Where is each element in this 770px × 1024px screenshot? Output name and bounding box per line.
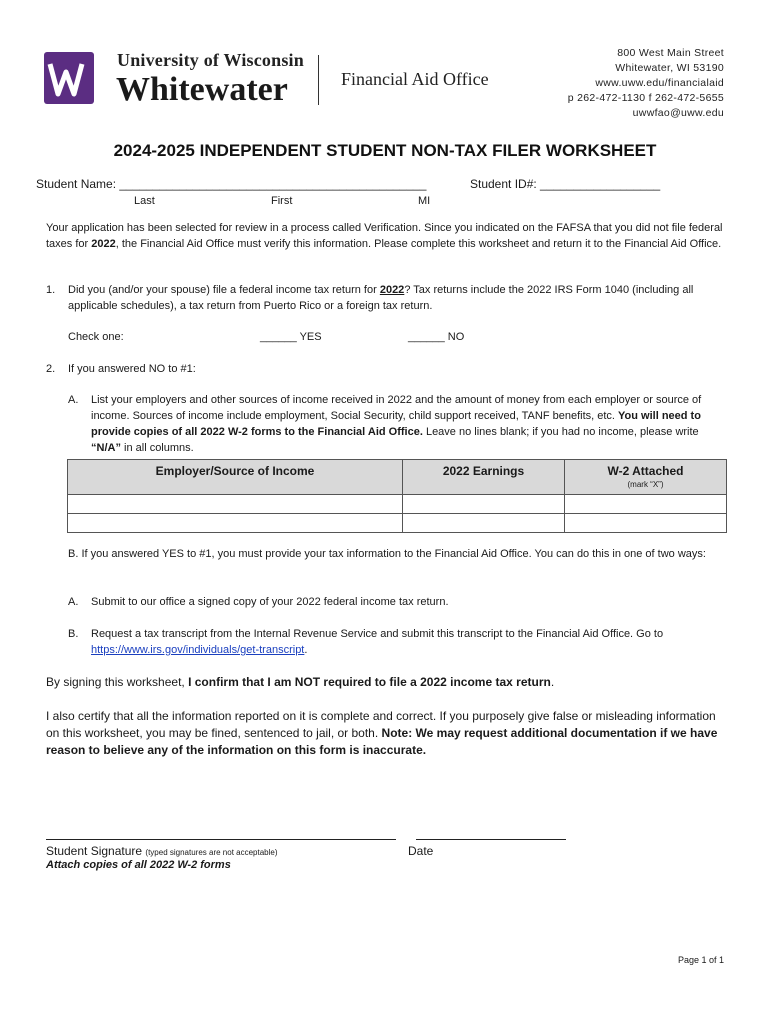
q1-text [68,282,728,314]
no-option[interactable]: ______ NO [408,331,465,343]
certify-bold: Note: We may request additional documentation if we have reason to believe any of the information on this form is inaccurate. [46,726,718,757]
certify-text: I also certify that all the information reported on it is complete and correct. If you purposely give false or misleading information on this worksheet, you may be fined, sentenced to jail, or both. [46,709,716,740]
employer-cell[interactable] [68,514,403,533]
address-street: 800 West Main Street [617,47,724,59]
w2-cell[interactable] [565,495,727,514]
address-email: uwwfao@uww.edu [632,107,724,119]
intro-paragraph [46,220,726,252]
table-row [68,495,727,514]
income-table [67,459,727,533]
q1-text-a: Did you (and/or your spouse) file a federal income tax return for [68,284,380,296]
table-row [68,514,727,533]
name-sub-mi: MI [418,195,431,207]
col-w2-label: W-2 Attached [607,464,684,478]
b-opt-a: Submit to our office a signed copy of your 2022 federal income tax return. [91,596,449,608]
confirm-end: . [550,675,555,689]
b-opt-b-letter: B. [68,628,79,640]
yes-option[interactable]: ______ YES [260,331,322,343]
q2a-na: “N/A” [91,442,121,454]
header-divider [318,55,319,105]
signature-label: Student Signature [46,844,143,858]
certify-statement [46,708,726,759]
intro-year: 2022 [91,238,116,250]
b-opt-b [91,626,721,658]
q1-text-b: ? Tax returns include the 2022 IRS Form 1040 (including all applicable schedules), a tax return from Puerto Rico or a foreign tax return. [68,284,694,312]
date-line[interactable] [416,839,566,840]
b-opt-b-end: . [304,644,308,656]
q2a-bold: You will need to provide copies of all 2022 W-2 forms to the Financial Aid Office. [91,410,701,438]
confirm-statement [46,674,554,691]
check-one-label: Check one: [68,331,124,343]
q2-number: 2. [46,363,56,375]
q2-text: If you answered NO to #1: [68,363,196,375]
attach-note: Attach copies of all 2022 W-2 forms [46,859,231,871]
page-title: 2024-2025 INDEPENDENT STUDENT NON-TAX FILER WORKSHEET [113,141,657,160]
col-earnings: 2022 Earnings [403,460,565,495]
w2-cell[interactable] [565,514,727,533]
address-city: Whitewater, WI 53190 [615,62,724,74]
q2a-text [91,392,727,456]
student-id-field[interactable]: Student ID#: __________________ [470,177,661,191]
employer-cell[interactable] [68,495,403,514]
table-header-row [68,460,727,495]
confirm-lead: By signing this worksheet, [46,675,189,689]
irs-transcript-link[interactable]: https://www.irs.gov/individuals/get-transcript [91,644,305,656]
page-number: Page 1 of 1 [677,955,724,965]
uww-logo-mark [44,52,94,104]
q2a-tail-2: in all columns. [120,442,194,454]
student-name-field[interactable]: Student Name: ______________________________________________ [36,177,427,191]
col-w2-sub: (mark “X”) [627,480,664,489]
earnings-cell[interactable] [403,514,565,533]
b-opt-b-text: Request a tax transcript from the Internal Revenue Service and submit this transcript to the Financial Aid Office. Go to [91,628,664,640]
office-name: Financial Aid Office [341,69,489,89]
address-phone: p 262-472-1130 f 262-472-5655 [567,92,724,104]
intro-text-2: , the Financial Aid Office must verify this information. Please complete this worksheet and return it to the Financial Aid Office. [115,238,722,250]
address-web: www.uww.edu/financialaid [595,77,724,89]
q2a-body: List your employers and other sources of income received in 2022 and the amount of money from each employer or source of income. Sources of income include employment, Social Security, child support received, TANF benefits, etc. [91,394,702,422]
confirm-bold: I confirm that I am NOT required to file a 2022 income tax return [188,675,551,689]
col-employer: Employer/Source of Income [68,460,403,495]
q2a-tail-1: Leave no lines blank; if you had no income, please write [422,426,699,438]
campus-name: Whitewater [116,71,288,108]
col-w2 [565,460,727,495]
q1-year: 2022 [379,284,405,296]
q2a-letter: A. [68,394,79,406]
signature-line[interactable] [46,839,396,840]
name-sub-first: First [271,195,293,207]
signature-note: (typed signatures are not acceptable) [145,848,278,857]
date-label: Date [408,844,434,858]
earnings-cell[interactable] [403,495,565,514]
name-sub-last: Last [134,195,155,207]
office-address [568,46,724,121]
b-lead: B. If you answered YES to #1, you must provide your tax information to the Financial Aid Office. You can do this in one of two ways: [68,548,706,560]
b-opt-a-letter: A. [68,596,79,608]
q1-number: 1. [46,284,56,296]
university-name: University of Wisconsin [117,50,304,70]
intro-text-1: Your application has been selected for review in a process called Verification. Since you indicated on the FAFSA that you did not file federal taxes for [46,222,723,250]
